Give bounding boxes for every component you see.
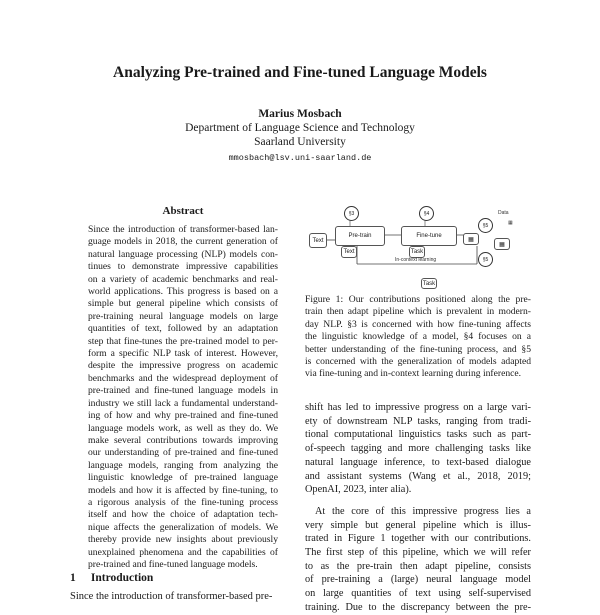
abstract-text	[88, 224, 278, 571]
adapted-model-icon: ▦	[463, 233, 479, 245]
abstract-heading: Abstract	[162, 205, 204, 217]
abstract-line: a rigorous analysis of the fine-tuning process	[88, 496, 278, 508]
abstract-line: natural language processing (NLP) models con-	[88, 248, 278, 260]
figure-caption	[305, 294, 531, 381]
section-3-marker: §3	[344, 206, 359, 221]
abstract-line: models and how it is affected by fine-tuning, to	[88, 484, 278, 496]
caption-line: train then adapt pipeline which is prevalent in modern-	[305, 306, 531, 318]
caption-line: is concerned with the generalization of models adapted	[305, 356, 531, 368]
abstract-line: itself and how the choice of adaptation tech-	[88, 509, 278, 521]
pretrain-box: Pre-train	[335, 226, 385, 246]
body-line: The first step of this pipeline, which we will refer	[305, 547, 531, 559]
abstract-line: make several contributions towards improving	[88, 434, 278, 446]
abstract-line: simple but general pipeline which consists of	[88, 298, 278, 310]
abstract-line: unexplained phenomena and the capabilities of	[88, 546, 278, 558]
abstract-line: thereby provide new insights about previously	[88, 534, 278, 546]
abstract-line: pre-trained and fine-tuned language models in	[88, 385, 278, 397]
body-line: natural language inference, to text-based dialogue	[305, 456, 531, 468]
intro-body-text	[305, 401, 531, 615]
section-heading	[70, 572, 153, 584]
body-line: trated in Figure 1 together with our contributions.	[305, 533, 531, 545]
body-line: tional computational linguistics tasks such as part-	[305, 429, 531, 441]
body-line: At the core of this impressive progress lies a	[315, 505, 531, 517]
abstract-line: benchmarks and the widespread deployment of	[88, 372, 278, 384]
abstract-line: form a specific NLP task of interest. However,	[88, 348, 278, 360]
paper-title: Analyzing Pre-trained and Fine-tuned Language Models	[113, 64, 487, 81]
section-number: 1	[70, 572, 76, 584]
abstract-line: quantities of text, followed by an adaptation	[88, 323, 278, 335]
abstract-line: linguistic knowledge of pre-trained language	[88, 472, 278, 484]
abstract-line: pre-training neural language models on large	[88, 310, 278, 322]
section-5-marker-top: §5	[478, 218, 493, 233]
abstract-line: nique affects the generalization of models. We	[88, 521, 278, 533]
author-department: Department of Language Science and Technology	[185, 122, 415, 134]
abstract-line: guage models in 2018, the current generation of	[88, 236, 278, 248]
abstract-line: step that fine-tunes the pre-trained model to per-	[88, 335, 278, 347]
body-line: of-speech tagging and more challenging tasks like	[305, 443, 531, 455]
body-line: and assistant systems (Wang et al., 2018, 2019;	[305, 470, 531, 482]
abstract-line: on a variety of academic benchmarks and real-	[88, 273, 278, 285]
body-line: ety of downstream NLP tasks, ranging from tradi-	[305, 415, 531, 427]
abstract-line: language models, ranging from analyzing the	[88, 459, 278, 471]
abstract-line: tinues to demonstrate impressive capabilities	[88, 261, 278, 273]
finetune-box: Fine-tune	[401, 226, 457, 246]
body-line: shift has led to impressive progress on a large vari-	[305, 402, 531, 413]
caption-line: the linguistic knowledge of a model, §4 focuses on a	[305, 331, 531, 343]
context-data-box: Task	[421, 278, 437, 289]
legend-icon: ▦	[508, 220, 513, 226]
abstract-line: Since the introduction of transformer-based lan-	[88, 224, 278, 235]
abstract-line: world applications. This progress is based on a	[88, 286, 278, 298]
intro-first-line: Since the introduction of transformer-based pre-	[70, 591, 273, 602]
abstract-line: ing of how and why pre-trained and fine-tuned	[88, 410, 278, 422]
finetune-data-box: Task	[409, 246, 425, 258]
section-5-marker-bottom: §5	[478, 252, 493, 267]
author-email: mmosbach@lsv.uni-saarland.de	[228, 153, 372, 163]
caption-line: better understanding of the fine-tuning process, and §5	[305, 343, 531, 355]
abstract-line: pre-trained and fine-tuned language models.	[88, 558, 258, 570]
incontext-label: In-context learning	[395, 257, 437, 263]
body-line: OpenAI, 2023, inter alia).	[305, 484, 412, 496]
abstract-line: industry we still lack a fundamental understand-	[88, 397, 278, 409]
body-line: very simple but general pipeline which is illus-	[305, 519, 531, 531]
body-line: on large quantities of text using self-supervised	[305, 588, 531, 600]
body-line: training. Due to the discrepancy between the pre-	[305, 601, 531, 613]
figure-legend: Data	[498, 210, 509, 216]
body-line: of pre-training a (large) neural language model	[305, 574, 531, 586]
section-title: Introduction	[90, 572, 154, 584]
author-name: Marius Mosbach	[258, 108, 342, 120]
figure-1	[305, 196, 531, 288]
caption-line: via fine-tuning and in-context learning during inference.	[305, 368, 522, 380]
eval-icon: ▦	[494, 238, 510, 250]
input-text-box: Text	[309, 233, 327, 248]
author-university: Saarland University	[254, 136, 346, 148]
section-4-marker: §4	[419, 206, 434, 221]
abstract-line: our understanding of pre-trained and fine-tuned	[88, 447, 278, 459]
abstract-line: language models work, as well as they do. We	[88, 422, 278, 434]
pretrain-data-box: Text	[341, 246, 357, 258]
caption-line: day NLP. §3 is concerned with how fine-tuning affects	[305, 318, 531, 330]
body-line: to as the pre-train then adapt pipeline, consists	[305, 560, 531, 572]
caption-line: Figure 1: Our contributions positioned along the pre-	[305, 294, 531, 305]
abstract-line: despite the impressive progress on academic	[88, 360, 278, 372]
